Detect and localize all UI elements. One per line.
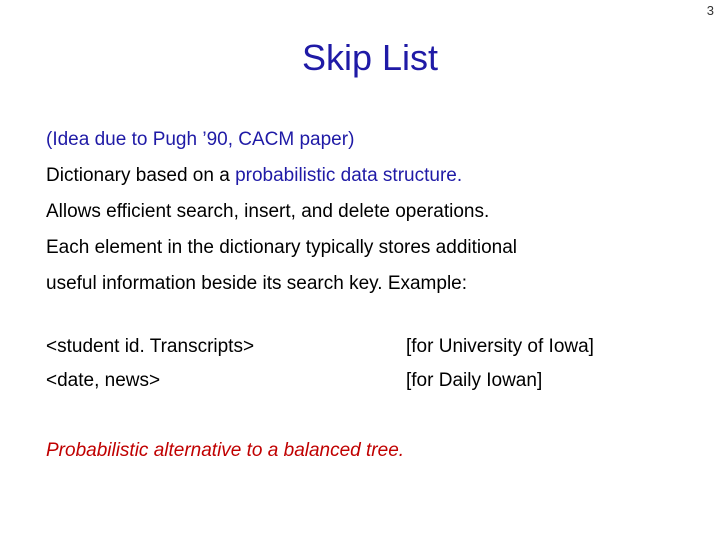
body-line-3: Allows efficient search, insert, and delete operations. <box>46 201 490 222</box>
examples-list <box>46 330 686 398</box>
example-row <box>46 330 686 364</box>
example-key: <student id. Transcripts> <box>46 336 255 357</box>
example-context: [for Daily Iowan] <box>406 370 543 391</box>
example-context: [for University of Iowa] <box>406 336 594 357</box>
example-key: <date, news> <box>46 370 161 391</box>
body-text <box>46 122 686 302</box>
body-line-2 <box>46 158 686 194</box>
body-line-5: useful information beside its search key. Example: <box>46 273 468 294</box>
example-row <box>46 364 686 398</box>
body-line-2-suffix: . <box>456 165 463 186</box>
body-line-1: (Idea due to Pugh ’90, CACM paper) <box>46 129 355 150</box>
emphasis-statement: Probabilistic alternative to a balanced tree. <box>46 440 405 461</box>
body-line-4: Each element in the dictionary typically stores additional <box>46 237 518 258</box>
slide-number: 3 <box>706 3 714 18</box>
probabilistic-highlight: probabilistic data structure <box>235 165 457 186</box>
slide-title: Skip List <box>301 37 439 78</box>
body-line-2-prefix: Dictionary based on a <box>46 165 236 186</box>
